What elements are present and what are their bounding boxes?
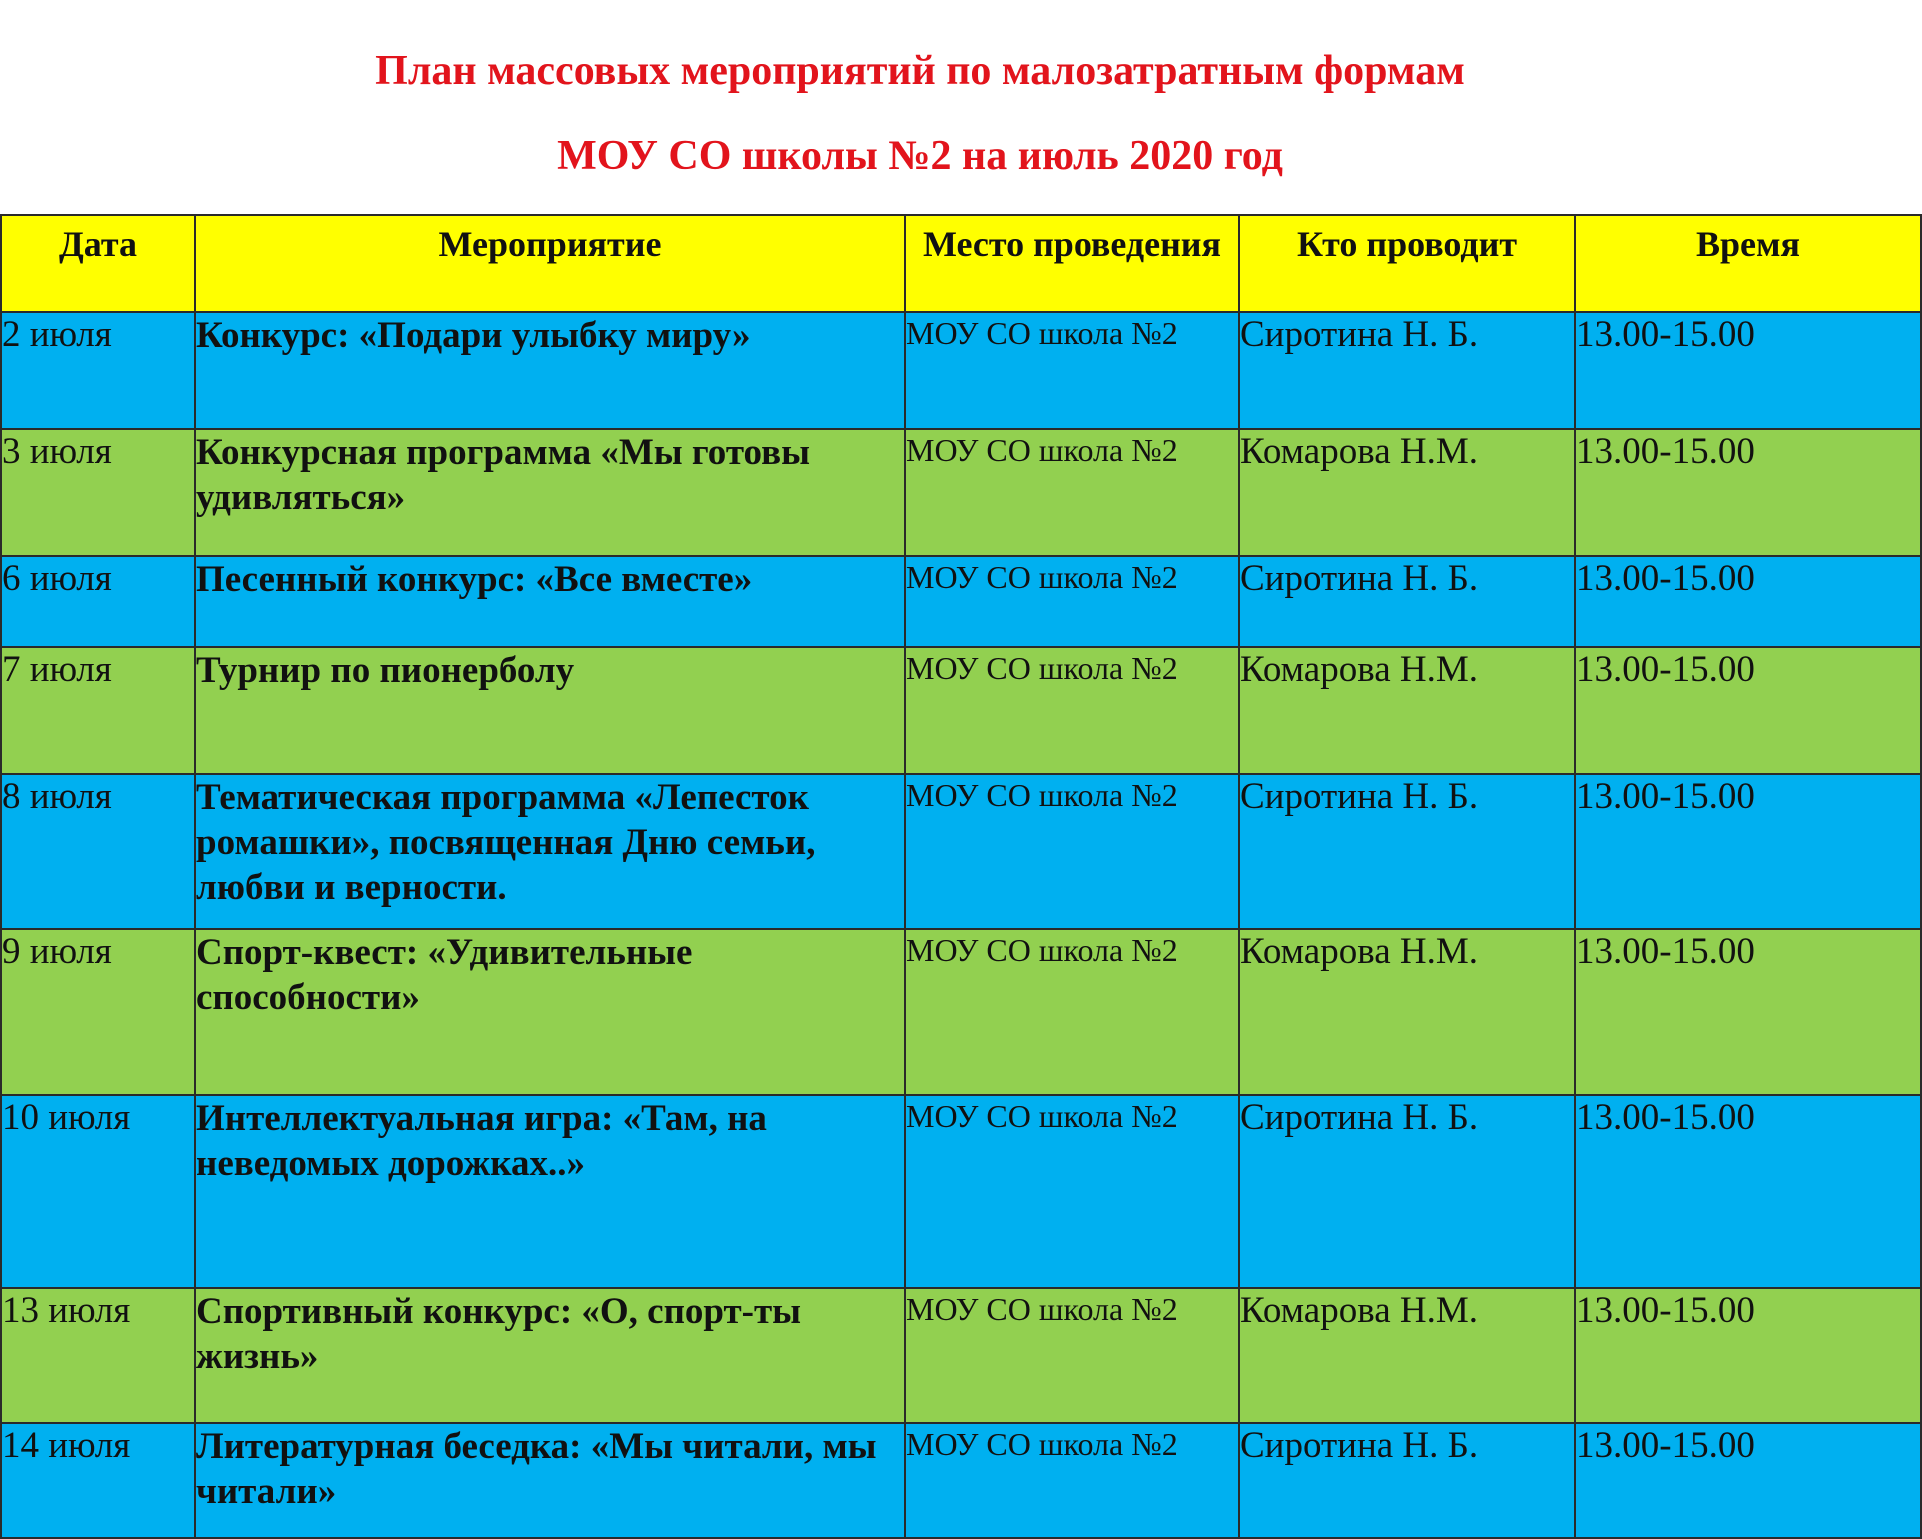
table-row [1, 1288, 1921, 1423]
events-table [0, 214, 1922, 1539]
cell-who: Комарова Н.М. [1239, 647, 1575, 774]
cell-date: 2 июля [1, 312, 195, 429]
cell-event: Тематическая программа «Лепесток ромашки», посвященная Дню семьи, любви и верности. [195, 774, 905, 929]
cell-who: Комарова Н.М. [1239, 1288, 1575, 1423]
cell-date: 8 июля [1, 774, 195, 929]
cell-who: Сиротина Н. Б. [1239, 774, 1575, 929]
cell-place: МОУ СО школа №2 [905, 929, 1239, 1095]
cell-who: Сиротина Н. Б. [1239, 1095, 1575, 1288]
cell-who: Комарова Н.М. [1239, 429, 1575, 556]
header-time: Время [1575, 215, 1921, 312]
table-row [1, 1423, 1921, 1538]
table-row [1, 312, 1921, 429]
cell-place: МОУ СО школа №2 [905, 647, 1239, 774]
cell-event: Спортивный конкурс: «О, спорт-ты жизнь» [195, 1288, 905, 1423]
cell-date: 10 июля [1, 1095, 195, 1288]
table-header-row [1, 215, 1921, 312]
cell-event: Конкурс: «Подари улыбку миру» [195, 312, 905, 429]
cell-place: МОУ СО школа №2 [905, 1095, 1239, 1288]
header-date: Дата [1, 215, 195, 312]
table-row [1, 1095, 1921, 1288]
cell-event: Спорт-квест: «Удивительные способности» [195, 929, 905, 1095]
table-row [1, 429, 1921, 556]
cell-time: 13.00-15.00 [1575, 1423, 1921, 1538]
cell-place: МОУ СО школа №2 [905, 556, 1239, 647]
cell-event: Песенный конкурс: «Все вместе» [195, 556, 905, 647]
table-row [1, 647, 1921, 774]
cell-date: 14 июля [1, 1423, 195, 1538]
cell-time: 13.00-15.00 [1575, 647, 1921, 774]
document-title: План массовых мероприятий по малозатратным формам [375, 48, 1465, 94]
cell-time: 13.00-15.00 [1575, 556, 1921, 647]
cell-place: МОУ СО школа №2 [905, 1288, 1239, 1423]
cell-time: 13.00-15.00 [1575, 312, 1921, 429]
cell-time: 13.00-15.00 [1575, 1095, 1921, 1288]
cell-event: Турнир по пионерболу [195, 647, 905, 774]
cell-who: Сиротина Н. Б. [1239, 312, 1575, 429]
cell-time: 13.00-15.00 [1575, 774, 1921, 929]
cell-date: 7 июля [1, 647, 195, 774]
cell-who: Сиротина Н. Б. [1239, 556, 1575, 647]
cell-place: МОУ СО школа №2 [905, 312, 1239, 429]
cell-who: Комарова Н.М. [1239, 929, 1575, 1095]
header-event: Мероприятие [195, 215, 905, 312]
cell-date: 6 июля [1, 556, 195, 647]
table-row [1, 929, 1921, 1095]
cell-event: Литературная беседка: «Мы читали, мы читали» [195, 1423, 905, 1538]
cell-date: 13 июля [1, 1288, 195, 1423]
cell-place: МОУ СО школа №2 [905, 429, 1239, 556]
header-place: Место проведения [905, 215, 1239, 312]
cell-time: 13.00-15.00 [1575, 429, 1921, 556]
cell-event: Конкурсная программа «Мы готовы удивляться» [195, 429, 905, 556]
cell-date: 3 июля [1, 429, 195, 556]
cell-date: 9 июля [1, 929, 195, 1095]
cell-who: Сиротина Н. Б. [1239, 1423, 1575, 1538]
table-row [1, 774, 1921, 929]
cell-time: 13.00-15.00 [1575, 929, 1921, 1095]
document-subtitle: МОУ СО школы №2 на июль 2020 год [557, 133, 1283, 179]
cell-event: Интеллектуальная игра: «Там, на неведомых дорожках..» [195, 1095, 905, 1288]
cell-time: 13.00-15.00 [1575, 1288, 1921, 1423]
header-who: Кто проводит [1239, 215, 1575, 312]
cell-place: МОУ СО школа №2 [905, 774, 1239, 929]
cell-place: МОУ СО школа №2 [905, 1423, 1239, 1538]
table-row [1, 556, 1921, 647]
